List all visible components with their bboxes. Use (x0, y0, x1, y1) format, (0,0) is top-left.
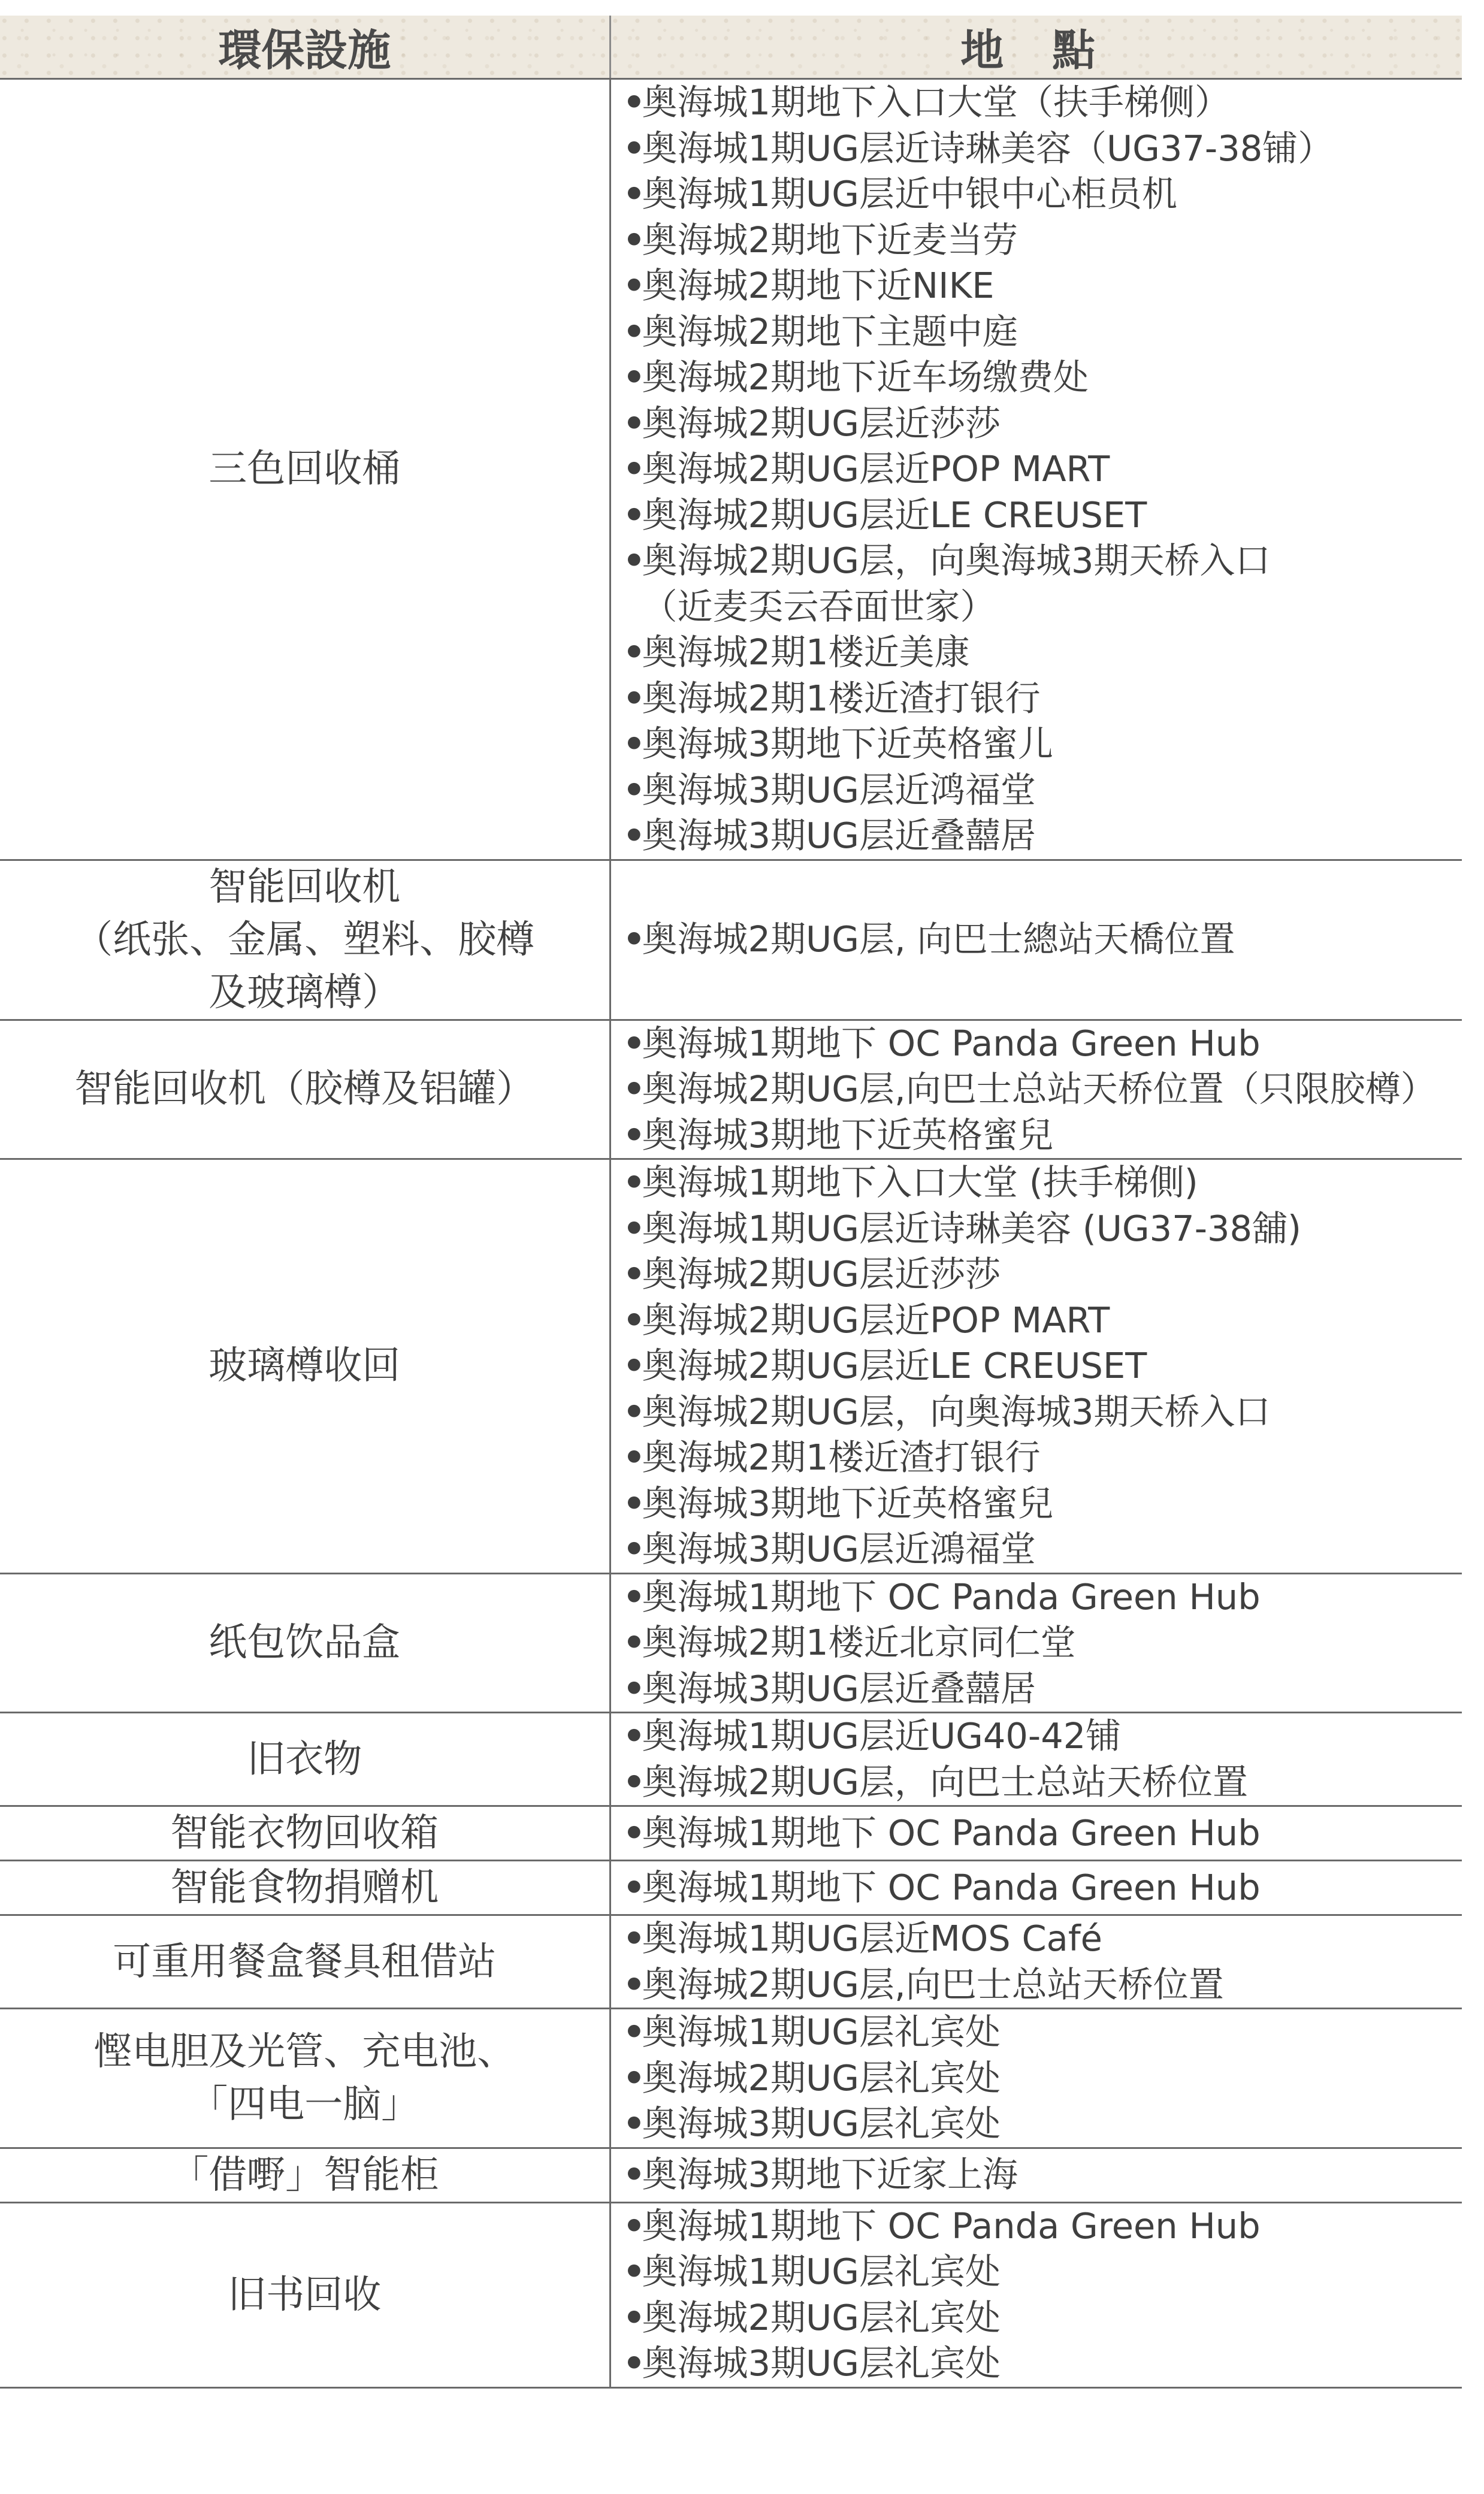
location-list (623, 1713, 1462, 1805)
bullet-icon: • (622, 127, 646, 169)
location-text: 奥海城1期地下 OC Panda Green Hub (642, 1576, 1261, 1618)
bullet-icon: • (622, 1253, 646, 1295)
table-row (0, 1806, 1462, 1861)
bullet-icon: • (622, 1576, 646, 1618)
table-row (0, 2148, 1462, 2202)
bullet-icon: • (622, 815, 646, 856)
location-cell (610, 1159, 1462, 1574)
location-item (623, 1343, 1462, 1389)
table-row (0, 1915, 1462, 2009)
location-item (623, 676, 1462, 722)
recycling-facilities-table (0, 16, 1462, 2389)
bullet-icon: • (622, 2251, 646, 2292)
location-text: 奥海城2期地下近车场缴费处 (642, 356, 1089, 398)
facility-name-line: （纸张、金属、塑料、胶樽 (74, 917, 535, 962)
location-text: （近麦奀云吞面世家） (642, 585, 996, 627)
location-item (623, 1389, 1462, 1435)
location-list (623, 1916, 1462, 2008)
table-header-row (0, 16, 1462, 79)
bullet-icon: • (622, 1918, 646, 1959)
location-list (623, 2152, 1462, 2198)
location-item (623, 917, 1462, 963)
location-text: 奥海城2期UG层，向巴士总站天桥位置 (642, 1761, 1248, 1803)
location-item (623, 2101, 1462, 2147)
location-list (623, 2203, 1462, 2387)
location-cell (610, 1806, 1462, 1861)
location-text: 奥海城1期UG层近MOS Café (642, 1918, 1102, 1959)
location-item (623, 1113, 1462, 1159)
bullet-icon: • (622, 2057, 646, 2099)
bullet-icon: • (622, 402, 646, 444)
location-text: 奥海城2期UG层,向巴士总站天桥位置 (642, 1963, 1224, 2005)
table-row (0, 1573, 1462, 1713)
facility-name-line: 及玻璃樽） (208, 970, 401, 1015)
location-item (623, 2203, 1462, 2250)
location-item (623, 1916, 1462, 1962)
location-item (623, 721, 1462, 767)
location-cell (610, 860, 1462, 1020)
location-cell (610, 2202, 1462, 2387)
location-text: 奥海城1期UG层近诗琳美容（UG37-38铺） (642, 127, 1334, 169)
table-row (0, 1861, 1462, 1915)
location-item (623, 355, 1462, 401)
bullet-icon: • (622, 265, 646, 306)
location-text: 奥海城1期地下 OC Panda Green Hub (642, 2205, 1261, 2247)
facility-name-line: 「借嘢」智能柜 (170, 2153, 439, 2197)
bullet-icon: • (622, 1667, 646, 1709)
location-text: 奥海城1期地下 OC Panda Green Hub (642, 1812, 1261, 1854)
bullet-icon: • (622, 1528, 646, 1570)
location-item (623, 492, 1462, 539)
facility-cell (0, 1020, 610, 1159)
facility-cell (0, 1713, 610, 1806)
location-item (623, 1066, 1462, 1113)
location-item (623, 1251, 1462, 1298)
location-text: 奥海城2期UG层近LE CREUSET (642, 494, 1147, 536)
bullet-icon: • (622, 2205, 646, 2247)
bullet-icon: • (622, 1715, 646, 1757)
location-text: 奥海城2期地下主题中庭 (642, 310, 1018, 352)
location-item (623, 126, 1462, 172)
bullet-icon: • (622, 677, 646, 719)
facility-name-line: 三色回收桶 (208, 447, 401, 492)
bullet-icon: • (622, 631, 646, 673)
location-cell (610, 2148, 1462, 2202)
location-text: 奥海城1期UG层礼宾处 (642, 2011, 1001, 2052)
bullet-icon: • (622, 540, 646, 581)
facility-name-line: 玻璃樽收回 (208, 1344, 401, 1389)
location-item (623, 1481, 1462, 1527)
header-location: 地 點 (610, 16, 1462, 79)
location-text: 奥海城2期UG层, 向巴士總站天橋位置 (642, 918, 1235, 960)
bullet-icon: • (622, 1390, 646, 1432)
bullet-icon: • (622, 2103, 646, 2144)
location-text: 奥海城1期地下 OC Panda Green Hub (642, 1022, 1261, 1064)
facility-name-line: 旧书回收 (228, 2272, 382, 2317)
location-item (623, 1021, 1462, 1067)
table-row (0, 79, 1462, 860)
bullet-icon: • (622, 219, 646, 261)
location-item (623, 538, 1462, 584)
location-list (623, 80, 1462, 859)
location-item (623, 1526, 1462, 1573)
location-text: 奥海城3期UG层近鸿福堂 (642, 769, 1036, 811)
facility-name-line: 智能食物捐赠机 (170, 1866, 439, 1910)
location-text: 奥海城2期1楼近北京同仁堂 (642, 1622, 1076, 1663)
location-text: 奥海城3期UG层近鴻福堂 (642, 1528, 1036, 1570)
location-text: 奥海城1期UG层近UG40-42铺 (642, 1715, 1122, 1757)
location-cell (610, 1713, 1462, 1806)
facility-name-line: 智能回收机 (208, 864, 401, 909)
location-list (623, 917, 1462, 963)
location-list (623, 1810, 1462, 1857)
location-item (623, 1620, 1462, 1666)
location-cell (610, 1573, 1462, 1713)
bullet-icon: • (622, 448, 646, 489)
bullet-icon: • (622, 81, 646, 123)
table-body (0, 79, 1462, 2388)
location-text: 奥海城2期UG层，向奥海城3期天桥入口 (642, 1390, 1271, 1432)
bullet-icon: • (622, 769, 646, 811)
location-item (623, 1206, 1462, 1252)
bullet-icon: • (622, 2342, 646, 2384)
location-text: 奥海城3期UG层礼宾处 (642, 2103, 1001, 2144)
bullet-icon: • (622, 1812, 646, 1854)
location-text: 奥海城3期地下近英格蜜儿 (642, 723, 1054, 764)
location-text: 奥海城1期地下入口大堂（扶手梯侧） (642, 81, 1231, 123)
location-item (623, 1713, 1462, 1760)
bullet-icon: • (622, 1068, 646, 1110)
bullet-icon: • (622, 356, 646, 398)
location-item (623, 630, 1462, 676)
table-row (0, 1020, 1462, 1159)
facility-name-line: 慳电胆及光管、充电池、 (93, 2029, 516, 2074)
location-item (623, 1298, 1462, 1344)
location-item (623, 1760, 1462, 1806)
table-row (0, 2202, 1462, 2387)
bullet-icon: • (622, 1345, 646, 1386)
bullet-icon: • (622, 310, 646, 352)
facility-cell (0, 1915, 610, 2009)
location-item (623, 309, 1462, 355)
location-item (623, 813, 1462, 859)
location-item (623, 1160, 1462, 1206)
location-item (623, 263, 1462, 309)
location-text: 奥海城2期UG层礼宾处 (642, 2057, 1001, 2099)
table-row (0, 1159, 1462, 1574)
facility-cell (0, 1573, 610, 1713)
location-item (623, 1865, 1462, 1911)
location-item (623, 1810, 1462, 1857)
location-cell (610, 1020, 1462, 1159)
location-item (623, 80, 1462, 126)
location-item (623, 2295, 1462, 2341)
bullet-icon: • (622, 1022, 646, 1064)
location-text: 奥海城1期UG层近中银中心柜员机 (642, 173, 1177, 214)
location-cell (610, 2009, 1462, 2148)
location-text: 奥海城3期地下近英格蜜兒 (642, 1482, 1054, 1524)
location-text: 奥海城1期UG层礼宾处 (642, 2251, 1001, 2292)
facility-cell (0, 2202, 610, 2387)
location-item (623, 2009, 1462, 2055)
bullet-icon: • (622, 1114, 646, 1156)
location-text: 奥海城2期1楼近美康 (642, 631, 970, 673)
bullet-icon: • (622, 1162, 646, 1203)
bullet-icon: • (622, 918, 646, 960)
header-facility: 環保設施 (0, 16, 610, 79)
facility-cell (0, 79, 610, 860)
location-item (623, 1666, 1462, 1712)
location-text: 奥海城3期UG层礼宾处 (642, 2342, 1001, 2384)
location-text: 奥海城3期UG层近叠囍居 (642, 1667, 1036, 1709)
bullet-icon: • (622, 723, 646, 764)
bullet-icon: • (622, 2154, 646, 2196)
location-cell (610, 1861, 1462, 1915)
facility-cell (0, 1861, 610, 1915)
location-list (623, 1574, 1462, 1712)
table-row (0, 860, 1462, 1020)
facility-cell (0, 2148, 610, 2202)
facility-cell (0, 860, 610, 1020)
location-list (623, 2009, 1462, 2147)
location-text: 奥海城1期地下入口大堂 (扶手梯側) (642, 1162, 1198, 1203)
location-item (623, 446, 1462, 492)
location-item (623, 584, 1462, 630)
bullet-icon: • (622, 1207, 646, 1249)
location-item (623, 2249, 1462, 2295)
facility-cell (0, 1159, 610, 1574)
location-text: 奥海城2期UG层近莎莎 (642, 402, 1001, 444)
location-item (623, 217, 1462, 264)
location-list (623, 1021, 1462, 1159)
location-text: 奥海城2期1楼近渣打银行 (642, 1437, 1041, 1478)
location-text: 奥海城2期UG层近POP MART (642, 1299, 1110, 1341)
table-row (0, 2009, 1462, 2148)
location-item (623, 2152, 1462, 2198)
bullet-icon: • (622, 1299, 646, 1341)
location-item (623, 1962, 1462, 2008)
location-list (623, 1865, 1462, 1911)
location-text: 奥海城2期地下近NIKE (642, 265, 995, 306)
location-text: 奥海城2期1楼近渣打银行 (642, 677, 1041, 719)
facility-name-line: 智能衣物回收箱 (170, 1811, 439, 1855)
facility-name-line: 旧衣物 (247, 1737, 362, 1782)
location-item (623, 2055, 1462, 2102)
location-text: 奥海城1期地下 OC Panda Green Hub (642, 1866, 1261, 1908)
location-cell (610, 1915, 1462, 2009)
bullet-icon: • (622, 1866, 646, 1908)
bullet-icon: • (622, 173, 646, 214)
location-item (623, 1574, 1462, 1621)
bullet-icon: • (622, 1622, 646, 1663)
location-item (623, 2341, 1462, 2387)
location-item (623, 767, 1462, 814)
location-text: 奥海城3期地下近英格蜜兒 (642, 1114, 1054, 1156)
bullet-icon: • (622, 1482, 646, 1524)
bullet-icon: • (622, 494, 646, 536)
location-item (623, 171, 1462, 217)
location-text: 奥海城3期地下近家上海 (642, 2154, 1018, 2196)
location-text: 奥海城2期UG层，向奥海城3期天桥入口 (642, 540, 1271, 581)
location-item (623, 401, 1462, 447)
facility-name-line: 智能回收机（胶樽及铝罐） (74, 1067, 535, 1112)
location-text: 奥海城2期UG层近LE CREUSET (642, 1345, 1147, 1386)
facility-cell (0, 1806, 610, 1861)
location-text: 奥海城2期地下近麦当劳 (642, 219, 1018, 261)
location-list (623, 1160, 1462, 1573)
location-text: 奥海城2期UG层礼宾处 (642, 2296, 1001, 2338)
bullet-icon: • (622, 2296, 646, 2338)
bullet-icon: • (622, 1437, 646, 1478)
location-text: 奥海城2期UG层近POP MART (642, 448, 1110, 489)
location-text: 奥海城2期UG层,向巴士总站天桥位置（只限胶樽） (642, 1068, 1436, 1110)
facility-cell (0, 2009, 610, 2148)
bullet-icon: • (622, 1761, 646, 1803)
location-cell (610, 79, 1462, 860)
location-text: 奥海城1期UG层近诗琳美容 (UG37-38舖) (642, 1207, 1302, 1249)
table-row (0, 1713, 1462, 1806)
location-text: 奥海城2期UG层近莎莎 (642, 1253, 1001, 1295)
facility-name-line: 可重用餐盒餐具租借站 (113, 1939, 497, 1984)
facility-name-line: 纸包饮品盒 (208, 1621, 401, 1665)
location-item (623, 1435, 1462, 1481)
location-text: 奥海城3期UG层近叠囍居 (642, 815, 1036, 856)
facility-name-line: 「四电一脑」 (189, 2082, 420, 2127)
bullet-icon: • (622, 1963, 646, 2005)
bullet-icon: • (622, 2011, 646, 2052)
